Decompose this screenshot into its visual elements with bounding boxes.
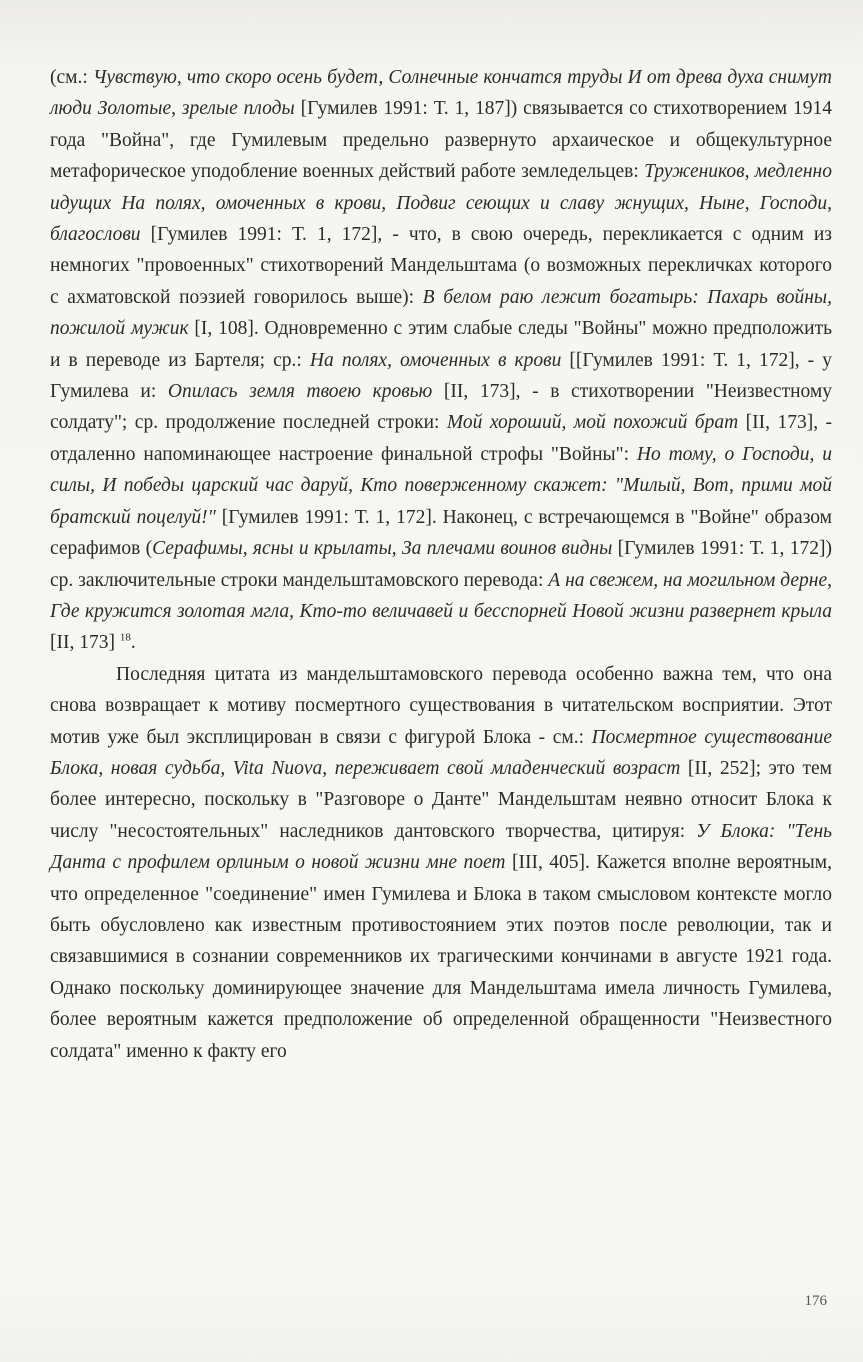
text-run: [[Гумилев 1991: Т. 1, 172], - у Гумилева и: bbox=[50, 349, 833, 403]
text-run: [II, 173] bbox=[50, 632, 120, 654]
text-run: [II, 252]; это тем более интересно, поскольку в "Разговоре о Данте" Мандельштам неявно относит Блока к числу "несостоятельных" наследников дантовского творчества, цитируя: bbox=[50, 757, 832, 842]
quotation: У Блока: "Тень Данта с профилем орлиным о новой жизни мне поет bbox=[50, 820, 833, 874]
text-run: [II, 173], - отдаленно напоминающее настроение финальной строфы "Войны": bbox=[50, 412, 833, 465]
text-run: (см.: bbox=[50, 67, 93, 88]
body-text bbox=[50, 62, 832, 1067]
text-run: [III, 405]. Кажется вполне вероятным, что определенное "соединение" имен Гумилева и Блока в таком смысловом контексте могло быть обусловлено как известным противостоянием этих поэтов после революции, так и связавшимися в сознании современников их трагическими кончинами в августе 1921 года. Однако поскольку доминирующее значение для Мандельштама имела личность Гумилева, более вероятным кажется предположение об определенной обращенности "Неизвестного солдата" именно к факту его bbox=[50, 852, 832, 1062]
quotation: Опилась земля твоею кровью bbox=[167, 381, 433, 403]
quotation: Тружеников, медленно идущих На полях, омоченных в крови, Подвиг сеющих и славу жнущих, Ныне, Господи, благослови bbox=[50, 161, 832, 246]
quotation: На полях, омоченных в крови bbox=[309, 349, 562, 371]
quotation: Чувствую, что скоро осень будет, Солнечные кончатся труды И от древа духа снимут люди Золотые, зрелые плоды bbox=[50, 67, 832, 120]
quotation: Посмертное существование Блока, новая судьба, Vita Nuova, переживает свой младенческий возраст bbox=[50, 726, 832, 779]
text-run: Последняя цитата из мандельштамовского перевода особенно важна тем, что она снова возвращает к мотиву посмертного существования в читательском восприятии. Этот мотив уже был эксплицирован в связи с фигурой Блока - см.: bbox=[50, 663, 832, 748]
page-number: 176 bbox=[804, 1293, 827, 1309]
text-run: . bbox=[130, 632, 136, 654]
quotation: А на свежем, на могильном дерне, Где кружится золотая мгла, Кто-то величавей и бесспорней Новой жизни развернет крыла bbox=[50, 569, 832, 622]
text-run: [II, 173], - в стихотворении "Неизвестному солдату"; ср. продолжение последней строки: bbox=[50, 381, 832, 434]
footnote-marker: 18 bbox=[119, 631, 131, 644]
quotation: Но тому, о Господи, и силы, И победы царский час даруй, Кто поверженному скажет: "Милый, Вот, прими мой братский поцелуй!" bbox=[50, 443, 833, 528]
quotation: Мой хороший, мой похожий брат bbox=[446, 412, 739, 434]
text-run: [Гумилев 1991: Т. 1, 172]. Наконец, с встречающемся в "Войне" образом серафимов ( bbox=[50, 506, 833, 560]
quotation: Серафимы, ясны и крылаты, За плечами воинов видны bbox=[152, 538, 613, 560]
text-run: [Гумилев 1991: Т. 1, 187]) связывается со стихотворением 1914 года "Война", где Гумилевым предельно развернуто архаическое и общекультурное метафорическое уподобление военных действий работе земледельцев: bbox=[50, 98, 832, 183]
text-run: [Гумилев 1991: Т. 1, 172], - что, в свою очередь, перекликается с одним из немногих "провоенных" стихотворений Мандельштама (о возможных перекличках которого с ахматовской поэзией говорилось выше): bbox=[50, 224, 832, 308]
text-run: [Гумилев 1991: Т. 1, 172]) ср. заключительные строки мандельштамовского перевода: bbox=[50, 538, 832, 591]
paragraph-2 bbox=[50, 659, 832, 1067]
paragraph-1 bbox=[50, 62, 832, 659]
quotation: В белом раю лежит богатырь: Пахарь войны, пожилой мужик bbox=[50, 286, 832, 340]
text-run: [I, 108]. Одновременно с этим слабые следы "Войны" можно предположить и в переводе из Бартеля; ср.: bbox=[50, 318, 832, 371]
